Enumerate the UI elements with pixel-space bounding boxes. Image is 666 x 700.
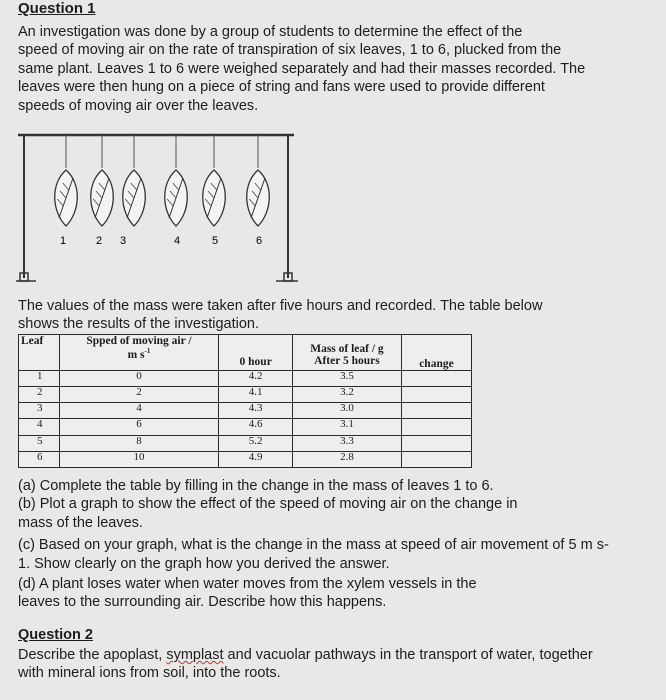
cell-speed: 2 — [59, 387, 219, 403]
results-table — [18, 334, 472, 468]
header-speed: Spped of moving air / m $s^{-1}$ — [59, 335, 219, 371]
after-line: shows the results of the investigation. — [18, 316, 259, 333]
intro-line: same plant. Leaves 1 to 6 were weighed separately and had their masses recorded. The — [18, 60, 586, 77]
cell-mass-5h: 2.8 — [293, 451, 402, 467]
part-d: leaves to the surrounding air. Describe how this happens. — [18, 594, 387, 611]
leaf-label-5: 5 — [212, 235, 219, 247]
intro-line: speeds of moving air over the leaves. — [18, 97, 259, 114]
cell-change[interactable] — [401, 371, 471, 387]
table-row — [19, 419, 472, 435]
leaf-label-1: 1 — [60, 235, 67, 247]
part-b: mass of the leaves. — [18, 514, 143, 531]
question1-intro — [18, 23, 585, 115]
cell-change[interactable] — [401, 403, 471, 419]
cell-change[interactable] — [401, 419, 471, 435]
cell-leaf: 2 — [19, 387, 60, 403]
question1-after — [18, 297, 542, 334]
header-change: change — [401, 335, 471, 371]
spellcheck-word: symplast — [166, 647, 224, 663]
cell-speed: 6 — [59, 419, 219, 435]
header-mass: Mass of leaf / g After 5 hours — [293, 335, 402, 371]
cell-mass-5h: 3.5 — [293, 371, 402, 387]
part-b: (b) Plot a graph to show the effect of the speed of moving air on the change in — [18, 496, 518, 513]
cell-speed: 8 — [59, 435, 219, 451]
header-0-hour: 0 hour — [219, 335, 293, 371]
cell-mass-0h: 4.3 — [219, 403, 293, 419]
intro-line: speed of moving air on the rate of transpiration of six leaves, 1 to 6, plucked from the — [18, 42, 562, 59]
leaf-label-4: 4 — [174, 235, 181, 247]
cell-mass-0h: 4.9 — [219, 451, 293, 467]
cell-speed: 0 — [59, 371, 219, 387]
cell-mass-0h: 4.2 — [219, 371, 293, 387]
table-row — [19, 387, 472, 403]
cell-leaf: 1 — [19, 371, 60, 387]
header-leaf: Leaf — [19, 335, 60, 371]
part-d: (d) A plant loses water when water moves from the xylem vessels in the — [18, 576, 477, 593]
question2-line: with mineral ions from soil, into the roots. — [18, 665, 281, 682]
cell-mass-5h: 3.3 — [293, 435, 402, 451]
question1-parts — [18, 477, 609, 612]
intro-line: leaves were then hung on a piece of string and fans were used to provide different — [18, 79, 545, 96]
question2-heading: Question 2 — [18, 627, 93, 643]
cell-mass-0h: 4.6 — [219, 419, 293, 435]
part-c: 1. Show clearly on the graph how you derived the answer. — [18, 555, 390, 572]
question1-heading: Question 1 — [18, 0, 96, 17]
question2-text — [18, 646, 593, 683]
cell-change[interactable] — [401, 451, 471, 467]
cell-mass-5h: 3.0 — [293, 403, 402, 419]
question2-line: Describe the apoplast, symplast and vacuolar pathways in the transport of water, together — [18, 647, 593, 663]
cell-mass-0h: 4.1 — [219, 387, 293, 403]
cell-speed: 10 — [59, 451, 219, 467]
intro-line: An investigation was done by a group of students to determine the effect of the — [18, 24, 523, 40]
cell-speed: 4 — [59, 403, 219, 419]
cell-leaf: 6 — [19, 451, 60, 467]
table-row — [19, 435, 472, 451]
cell-leaf: 3 — [19, 403, 60, 419]
after-line: The values of the mass were taken after five hours and recorded. The table below — [18, 298, 543, 314]
table-row — [19, 403, 472, 419]
leaf-label-2: 2 — [96, 235, 103, 247]
table-row — [19, 371, 472, 387]
cell-change[interactable] — [401, 387, 471, 403]
cell-change[interactable] — [401, 435, 471, 451]
part-c: (c) Based on your graph, what is the change in the mass at speed of air movement of 5 m s- — [18, 537, 609, 554]
leaves-apparatus-diagram — [16, 130, 306, 285]
cell-leaf: 4 — [19, 419, 60, 435]
cell-mass-5h: 3.2 — [293, 387, 402, 403]
cell-leaf: 5 — [19, 435, 60, 451]
cell-mass-5h: 3.1 — [293, 419, 402, 435]
cell-mass-0h: 5.2 — [219, 435, 293, 451]
part-a: (a) Complete the table by filling in the change in the mass of leaves 1 to 6. — [18, 478, 494, 494]
table-row — [19, 451, 472, 467]
leaf-label-6: 6 — [256, 235, 263, 247]
leaf-label-3: 3 — [120, 235, 127, 247]
